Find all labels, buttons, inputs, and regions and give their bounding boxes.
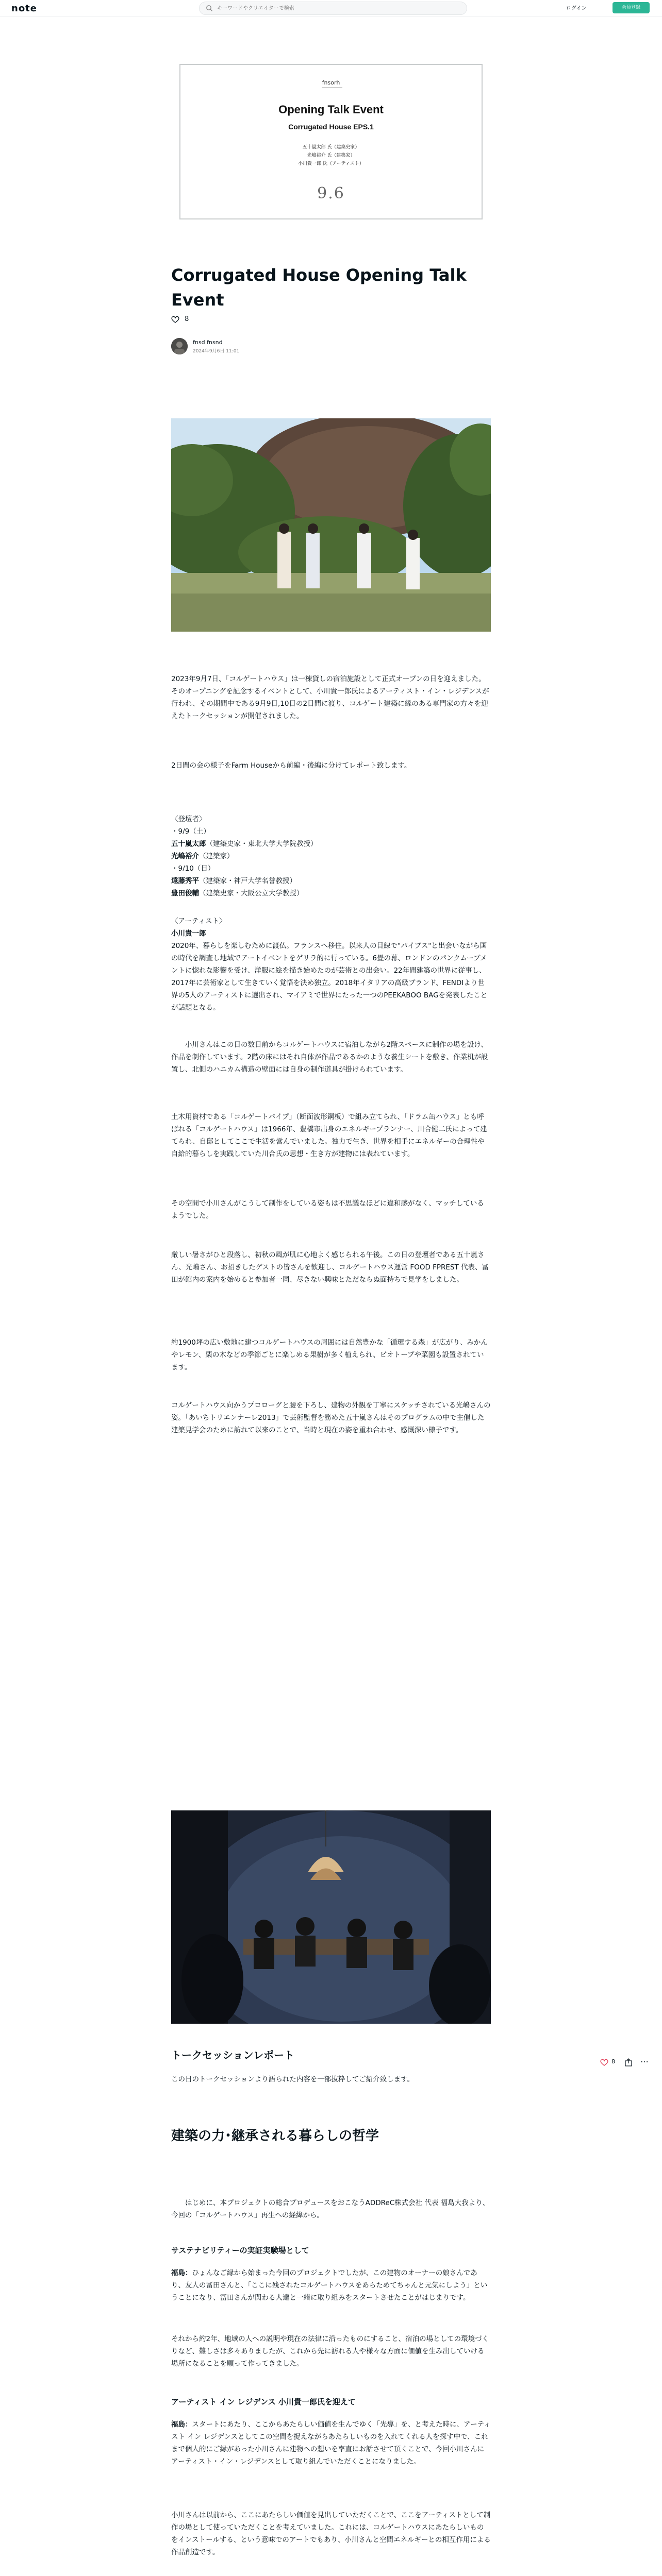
- day1-guest: [171, 850, 491, 862]
- heart-icon[interactable]: [171, 316, 179, 323]
- signup-button[interactable]: 会員登録: [613, 2, 650, 13]
- speaker-label: 福島：: [171, 2269, 192, 2277]
- guest-role: （建築史家・大阪公立大学教授）: [199, 889, 304, 897]
- day1-label: ・9/9（土）: [171, 827, 210, 836]
- artist-heading: 〈アーティスト〉: [171, 917, 226, 925]
- talk-session-photo: [171, 1810, 491, 2024]
- paragraph-text: スタートにあたり、ここからあたらしい価値を生んでゆく「先導」を、と考えた時に、アーティスト イン レジデンスとしてこの空間を捉えながらあたらしいものを入れてくれる人を探す中で、これまで個人的にご縁があった小川さんに建物への想いを率直にお話させて頂くことで、今回小川さんにアーティスト・イン・レジデンスとして取り組んでいただくことになりました。: [171, 2420, 491, 2466]
- paragraph: 約1900坪の広い敷地に建つコルゲートハウスの周囲には自然豊かな「循環する森」が広がり、みかんやレモン、栗の木などの季節ごとに楽しめる果樹が多く植えられ、ビオトープや菜園も設置されています。: [171, 1338, 488, 1371]
- guest-role: （建築史家・東北大学大学院教授）: [206, 840, 318, 848]
- paragraph: その空間で小川さんがこうして制作をしている姿もは不思議なほどに違和感がなく、マッチしているようでした。: [171, 1199, 484, 1220]
- paragraph: [171, 2418, 491, 2468]
- paragraph-text: ひょんなご縁から始まった今回のプロジェクトでしたが、この建物のオーナーの娘さんであり、友人の冨田さんと、「ここに残されたコルゲートハウスをあらためてちゃんと元気にしよう」ということになり、冨田さんが関わる人達と一緒に取り組みをスタートさせたことがはじまりです。: [171, 2269, 488, 2302]
- day2-guest: [171, 887, 491, 900]
- more-menu-icon[interactable]: ⋯: [640, 2057, 649, 2066]
- floating-like-count: 8: [611, 2058, 615, 2065]
- paragraph: はじめに、本プロジェクトの総合プロデュースをおこなうADDReC株式会社 代表 福島大我より、今回の「コルゲートハウス」再生への経緯から。: [171, 2199, 490, 2219]
- like-count: 8: [185, 315, 189, 323]
- day2-guest: [171, 875, 491, 887]
- search-input[interactable]: [217, 4, 459, 13]
- event-speaker: 小川貴一郎 氏（アーティスト）: [298, 161, 364, 166]
- event-speaker: 光嶋裕介 氏（建築家）: [307, 153, 355, 158]
- artist-bio: 2020年、暮らしを楽しむために渡仏。フランスへ移住。以来人の目線で"パイプス"と出会いながら国の時代を調査し地域でアートイベントをゲリラ的に行っている。6畳の幕、ロンドンのパンクムーブメントに惚れな影響を受け、洋服に絵を描き始めたのが芸術との出会い。22年間建築の世界に従事し、2017年に芸術家として生きていく覚悟を決め独立。2018年イタリアの高級ブランド、FENDIより世界の5人のアーティストに選出され、マイアミで世界にたった一つのPEEKABOO BAGを発表したことが話題となる。: [171, 942, 488, 1012]
- day1-guest: [171, 838, 491, 850]
- paragraph: 土木用資材である「コルゲートパイプ」（断面波形鋼板）で組み立てられ、「ドラム缶ハウス」とも呼ばれる「コルゲートハウス」は1966年、豊橋市出身のエネルギープランナー、川合健二氏によって建てられ、自邸としてここで生活を営んでいました。独力で生き、世界を相手にエネルギーの合理性や自給的暮らしを実践していた川合氏の思想・生き方が建物には表れています。: [171, 1113, 487, 1158]
- paragraph: 厳しい暑さがひと段落し、初秋の風が肌に心地よく感じられる午後。この日の登壇者である五十嵐さん、光嶋さん、お招きしたゲストの皆さんを歓迎し、コルゲートハウス運営 FOOD FPREST 代表、冨田が館内の案内を始めると参加者一同、尽きない興味とただならぬ面持ちで見学をしました。: [171, 1251, 489, 1284]
- post-date: 2024年9月6日 11:01: [193, 349, 240, 354]
- event-date: 9.6: [317, 184, 345, 202]
- article-title: Corrugated House Opening Talk Event: [171, 265, 467, 310]
- house-exterior-photo: [171, 418, 491, 632]
- floating-action-bar: [598, 2057, 655, 2069]
- event-speaker: 五十嵐太郎 氏（建築史家）: [302, 145, 360, 150]
- login-link[interactable]: ログイン: [566, 6, 587, 11]
- paragraph: それから約2年、地域の人への説明や現在の法律に沿ったものにすること、宿泊の場としての環境づくりなど、難しさは多々ありましたが、これから先に訪れる人や様々な方面に価値を生み出していける場所になることを願って作ってきました。: [171, 2335, 489, 2368]
- guest-name: 豊田俊輔: [171, 889, 199, 897]
- guest-role: （建築家）: [199, 852, 234, 860]
- paragraph: [171, 2267, 491, 2304]
- share-icon[interactable]: [625, 2058, 632, 2066]
- report-note: 2日間の会の様子をFarm Houseから前編・後編に分けてレポート致します。: [171, 761, 411, 770]
- section-heading: 建築の力･継承される暮らしの哲学: [171, 2128, 379, 2144]
- paragraph: 小川さんは以前から、ここにあたらしい価値を見出していただくことで、ここをアーティストとして制作の場として使っていただくことを考えていました。これには、コルゲートハウスにあたらしいものをインストールする、という意味でのアートでもあり、小川さんと空間エネルギーとの相互作用による作品創造です。: [171, 2511, 491, 2556]
- subsection-heading: サステナビリティーの実証実験場として: [171, 2246, 309, 2255]
- author-avatar[interactable]: [171, 338, 188, 354]
- event-brand: fnsorh: [322, 79, 340, 86]
- like-area[interactable]: [171, 315, 189, 326]
- author-info[interactable]: [171, 336, 377, 357]
- author-name[interactable]: fnsd fnsnd: [193, 339, 223, 346]
- speaker-label: 福島：: [171, 2420, 192, 2429]
- guest-name: 光嶋裕介: [171, 852, 199, 860]
- intro-paragraph: 2023年9月7日、「コルゲートハウス」は一棟貸しの宿泊施設として正式オープンの日を迎えました。そのオープニングを記念するイベントとして、小川貴一郎氏によるアーティスト・イン・レジデンスが行われ、その期間中である9月9日,10日の2日間に渡り、コルゲート建築に縁のある専門家の方々を迎えたトークセッションが開催されました。: [171, 675, 489, 720]
- top-header: [0, 0, 662, 16]
- event-subtitle: Corrugated House EPS.1: [288, 123, 374, 131]
- section-heading: トークセッションレポート: [171, 2049, 295, 2061]
- search-box[interactable]: [199, 2, 467, 15]
- event-title: Opening Talk Event: [278, 103, 384, 116]
- note-logo[interactable]: note: [11, 3, 37, 14]
- guest-name: 五十嵐太郎: [171, 840, 206, 848]
- artist-name-text: 小川貴一郎: [171, 929, 206, 938]
- paragraph: コルゲートハウス向かうプロローグと腰を下ろし、建物の外観を丁寧にスケッチされている光嶋さんの姿。「あいちトリエンナーレ2013」で芸術監督を務めた五十嵐さんはそのプログラムの中で主催した建築見学会のために訪れて以来のことで、当時と現在の姿を重ね合わせ、感慨深い様子です。: [171, 1401, 491, 1434]
- paragraph: 小川さんはこの日の数日前からコルゲートハウスに宿泊しながら2階スペースに制作の場を設け、作品を制作しています。2階の床にはそれ自体が作品であるかのような養生シートを敷き、作業机が設置し、北側のハニカム構造の壁面には自身の制作道具が掛けられています。: [171, 1041, 488, 1074]
- event-header-image: [179, 64, 483, 219]
- guests-heading: 〈登壇者〉: [171, 815, 206, 823]
- search-icon: [206, 5, 213, 12]
- subsection-heading: アーティスト イン レジデンス 小川貴一郎氏を迎えて: [171, 2397, 356, 2406]
- day2-label: ・9/10（日）: [171, 865, 215, 873]
- guest-name: 遠藤秀平: [171, 877, 199, 885]
- paragraph: この日のトークセッションより語られた内容を一部抜粋してご紹介致します。: [171, 2075, 415, 2083]
- heart-icon[interactable]: [600, 2059, 608, 2066]
- guest-role: （建築家・神戸大学名誉教授）: [199, 877, 296, 885]
- artist-name: [171, 927, 491, 940]
